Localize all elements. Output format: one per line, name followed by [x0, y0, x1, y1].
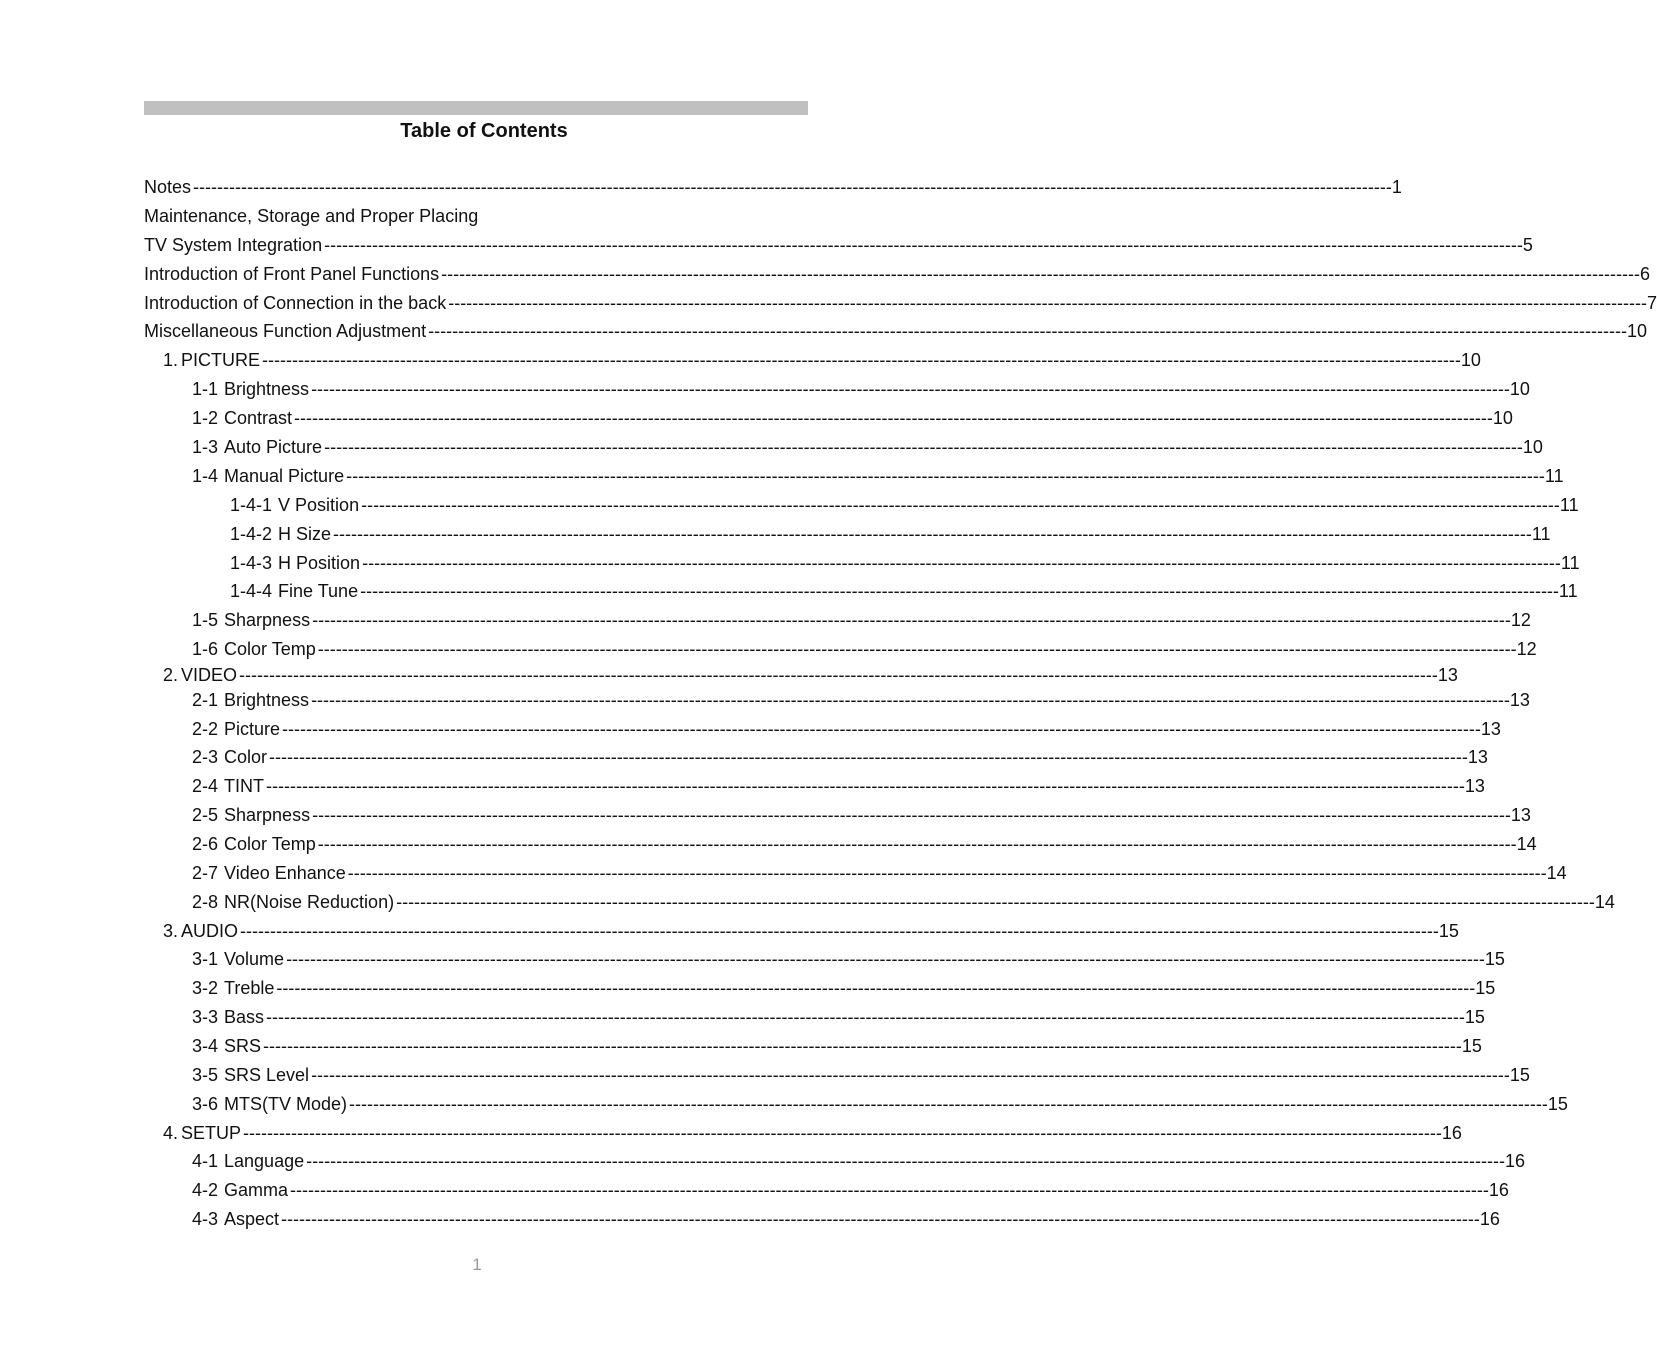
toc-entry[interactable]	[144, 318, 1648, 344]
toc-entry-label: TINT	[224, 776, 265, 796]
toc-entry-number: 2-5	[192, 805, 219, 825]
toc-entry[interactable]	[230, 550, 1580, 576]
toc-entry-page: 15	[1509, 1065, 1530, 1085]
toc-leader-dots: --------------------------------------------------------------------------------------------------------------------------------------------------------------------------------------------------------	[276, 978, 1476, 998]
toc-leader-dots: --------------------------------------------------------------------------------------------------------------------------------------------------------------------------------------------------------	[294, 408, 1493, 428]
toc-leader-dots: --------------------------------------------------------------------------------------------------------------------------------------------------------------------------------------------------------	[311, 1065, 1510, 1085]
toc-entry[interactable]	[192, 744, 1488, 770]
toc-leader-dots: --------------------------------------------------------------------------------------------------------------------------------------------------------------------------------------------------------	[312, 610, 1511, 630]
toc-leader-dots: --------------------------------------------------------------------------------------------------------------------------------------------------------------------------------------------------------	[281, 1209, 1480, 1229]
toc-entry-number: 3.	[163, 921, 179, 941]
toc-leader-dots: --------------------------------------------------------------------------------------------------------------------------------------------------------------------------------------------------------	[306, 1151, 1505, 1171]
toc-entry[interactable]	[192, 946, 1505, 972]
toc-leader-dots: --------------------------------------------------------------------------------------------------------------------------------------------------------------------------------------------------------	[428, 321, 1627, 341]
toc-entry-page: 16	[1504, 1151, 1525, 1171]
toc-entry-label: Aspect	[224, 1209, 280, 1229]
toc-entry-number: 3-5	[192, 1065, 219, 1085]
toc-entry-page: 16	[1479, 1209, 1500, 1229]
toc-entry[interactable]	[144, 232, 1533, 258]
toc-entry-number: 2-2	[192, 719, 219, 739]
toc-entry-label: Introduction of Connection in the back	[144, 293, 447, 313]
toc-entry[interactable]	[192, 975, 1496, 1001]
toc-entry-label: V Position	[278, 495, 360, 515]
toc-entry-page: 14	[1594, 892, 1615, 912]
toc-entry-number: 2-6	[192, 834, 219, 854]
toc-entry-label: Notes	[144, 177, 192, 197]
toc-leader-dots: --------------------------------------------------------------------------------------------------------------------------------------------------------------------------------------------------------	[361, 495, 1560, 515]
toc-leader-dots: --------------------------------------------------------------------------------------------------------------------------------------------------------------------------------------------------------	[282, 719, 1481, 739]
toc-entry[interactable]	[192, 1004, 1485, 1030]
toc-entry-page: 5	[1522, 235, 1533, 255]
toc-leader-dots: --------------------------------------------------------------------------------------------------------------------------------------------------------------------------------------------------------	[263, 1036, 1462, 1056]
toc-entry[interactable]	[192, 434, 1543, 460]
toc-entry-page: 15	[1547, 1094, 1568, 1114]
toc-entry[interactable]	[163, 1120, 1462, 1146]
toc-entry-number: 1.	[163, 350, 179, 370]
toc-entry-label: Color Temp	[224, 639, 316, 659]
toc-entry[interactable]	[192, 1148, 1525, 1174]
toc-entry-number: 2.	[163, 665, 179, 685]
toc-entry-number: 3-2	[192, 978, 219, 998]
toc-entry-label: MTS(TV Mode)	[224, 1094, 348, 1114]
toc-entry-number: 3-4	[192, 1036, 219, 1056]
toc-entry-label: Picture	[224, 719, 281, 739]
toc-leader-dots: --------------------------------------------------------------------------------------------------------------------------------------------------------------------------------------------------------	[311, 690, 1510, 710]
toc-entry-label: Video Enhance	[224, 863, 346, 883]
toc-leader-dots: --------------------------------------------------------------------------------------------------------------------------------------------------------------------------------------------------------	[396, 892, 1595, 912]
toc-entry-page: 11	[1558, 581, 1578, 601]
toc-entry-label: NR(Noise Reduction)	[224, 892, 395, 912]
toc-entry[interactable]	[192, 773, 1485, 799]
toc-entry[interactable]	[144, 174, 1402, 200]
toc-entry-label: Brightness	[224, 690, 310, 710]
toc-entry-number: 1-5	[192, 610, 219, 630]
toc-entry[interactable]	[192, 860, 1567, 886]
toc-entry-page: 13	[1437, 665, 1458, 685]
toc-entry-number: 3-1	[192, 949, 219, 969]
toc-entry[interactable]	[192, 1091, 1568, 1117]
toc-entry-page: 10	[1626, 321, 1648, 341]
toc-entry-page: 14	[1546, 863, 1567, 883]
toc-entry-page: 15	[1484, 949, 1505, 969]
toc-entry[interactable]	[192, 636, 1537, 662]
toc-leader-dots: --------------------------------------------------------------------------------------------------------------------------------------------------------------------------------------------------------	[349, 1094, 1548, 1114]
toc-entry[interactable]	[192, 802, 1531, 828]
toc-entry-number: 2-8	[192, 892, 219, 912]
toc-leader-dots: --------------------------------------------------------------------------------------------------------------------------------------------------------------------------------------------------------	[346, 466, 1545, 486]
toc-entry-label: Gamma	[224, 1180, 289, 1200]
toc-leader-dots: --------------------------------------------------------------------------------------------------------------------------------------------------------------------------------------------------------	[193, 177, 1392, 197]
toc-leader-dots: --------------------------------------------------------------------------------------------------------------------------------------------------------------------------------------------------------	[243, 1123, 1442, 1143]
toc-entry-number: 2-3	[192, 747, 219, 767]
toc-entry[interactable]	[144, 261, 1651, 287]
toc-entry-label: Contrast	[224, 408, 293, 428]
toc-leader-dots: --------------------------------------------------------------------------------------------------------------------------------------------------------------------------------------------------------	[240, 921, 1439, 941]
toc-leader-dots: --------------------------------------------------------------------------------------------------------------------------------------------------------------------------------------------------------	[347, 863, 1547, 883]
toc-entry-label: Sharpness	[224, 805, 311, 825]
toc-entry-number: 4.	[163, 1123, 179, 1143]
toc-entry-label: VIDEO	[181, 665, 238, 685]
header-rule	[144, 101, 808, 115]
toc-entry[interactable]	[192, 1062, 1530, 1088]
toc-entry-page: 13	[1480, 719, 1501, 739]
toc-entry-label: Bass	[224, 1007, 265, 1027]
toc-leader-dots: --------------------------------------------------------------------------------------------------------------------------------------------------------------------------------------------------------	[324, 437, 1523, 457]
toc-entry-number: 1-2	[192, 408, 219, 428]
toc-entry-number: 4-1	[192, 1151, 219, 1171]
toc-leader-dots: --------------------------------------------------------------------------------------------------------------------------------------------------------------------------------------------------------	[266, 776, 1465, 796]
toc-entry-number: 1-1	[192, 379, 219, 399]
toc-leader-dots: --------------------------------------------------------------------------------------------------------------------------------------------------------------------------------------------------------	[441, 264, 1640, 284]
toc-entry-page: 11	[1531, 524, 1551, 544]
toc-entry[interactable]	[163, 918, 1459, 944]
toc-entry-page: 11	[1544, 466, 1564, 486]
toc-entry-page: 15	[1464, 1007, 1485, 1027]
toc-leader-dots: --------------------------------------------------------------------------------------------------------------------------------------------------------------------------------------------------------	[266, 1007, 1465, 1027]
toc-entry[interactable]	[192, 716, 1501, 742]
toc-entry-page: 10	[1522, 437, 1543, 457]
toc-leader-dots: --------------------------------------------------------------------------------------------------------------------------------------------------------------------------------------------------------	[448, 293, 1648, 313]
toc-leader-dots: --------------------------------------------------------------------------------------------------------------------------------------------------------------------------------------------------------	[317, 834, 1517, 854]
page-number: 1	[472, 1255, 482, 1274]
toc-entry-label: AUDIO	[181, 921, 239, 941]
toc-entry[interactable]	[144, 203, 760, 229]
toc-entry-label: Auto Picture	[224, 437, 323, 457]
toc-entry-page: 11	[1560, 553, 1580, 573]
toc-entry[interactable]	[192, 376, 1530, 402]
toc-entry-label: Color	[224, 747, 268, 767]
toc-entry-number: 1-4-4	[230, 581, 273, 601]
toc-leader-dots: --------------------------------------------------------------------------------------------------------------------------------------------------------------------------------------------------------	[317, 639, 1517, 659]
toc-entry-page: 6	[1640, 264, 1651, 284]
toc-entry-page: 11	[1559, 495, 1579, 515]
page-title: Table of Contents	[400, 120, 568, 142]
toc-entry-page: 15	[1438, 921, 1459, 941]
toc-leader-dots: --------------------------------------------------------------------------------------------------------------------------------------------------------------------------------------------------------	[311, 379, 1510, 399]
toc-entry-number: 4-3	[192, 1209, 219, 1229]
toc-entry-page: 10	[1460, 350, 1481, 370]
toc-leader-dots: --------------------------------------------------------------------------------------------------------------------------------------------------------------------------------------------------------	[269, 747, 1468, 767]
toc-entry-number: 2-1	[192, 690, 219, 710]
toc-entry[interactable]	[230, 492, 1579, 518]
toc-leader-dots: --------------------------------------------------------------------------------------------------------------------------------------------------------------------------------------------------------	[333, 524, 1532, 544]
toc-entry[interactable]	[192, 1206, 1500, 1232]
toc-entry-number: 2-7	[192, 863, 219, 883]
toc-entry[interactable]	[192, 607, 1531, 633]
toc-entry-label: Volume	[224, 949, 285, 969]
toc-entry[interactable]	[192, 463, 1564, 489]
toc-leader-dots: --------------------------------------------------------------------------------------------------------------------------------------------------------------------------------------------------------	[324, 235, 1523, 255]
toc-entry-number: 1-3	[192, 437, 219, 457]
toc-entry-label: Treble	[224, 978, 275, 998]
toc-entry-label: Color Temp	[224, 834, 316, 854]
toc-entry-label: SRS Level	[224, 1065, 310, 1085]
toc-entry-page: 10	[1492, 408, 1513, 428]
toc-entry-label: Maintenance, Storage and Proper Placing	[144, 206, 479, 226]
toc-entry-number: 3-6	[192, 1094, 219, 1114]
toc-entry-page: 13	[1464, 776, 1485, 796]
toc-entry[interactable]	[230, 521, 1551, 547]
toc-entry[interactable]	[163, 662, 1458, 688]
toc-entry-label: Sharpness	[224, 610, 311, 630]
toc-entry-page: 16	[1441, 1123, 1462, 1143]
toc-entry-label: SETUP	[181, 1123, 242, 1143]
toc-entry-number: 1-6	[192, 639, 219, 659]
toc-entry-page: 15	[1461, 1036, 1482, 1056]
toc-leader-dots: --------------------------------------------------------------------------------------------------------------------------------------------------------------------------------------------------------	[362, 553, 1561, 573]
toc-entry-label: PICTURE	[181, 350, 261, 370]
toc-entry[interactable]	[144, 290, 1657, 316]
toc-entry-label: Manual Picture	[224, 466, 345, 486]
toc-entry-page: 15	[1475, 978, 1496, 998]
toc-entry[interactable]	[192, 405, 1513, 431]
toc-entry[interactable]	[192, 1177, 1509, 1203]
toc-leader-dots: --------------------------------------------------------------------------------------------------------------------------------------------------------------------------------------------------------	[239, 665, 1438, 685]
toc-leader-dots: --------------------------------------------------------------------------------------------------------------------------------------------------------------------------------------------------------	[290, 1180, 1489, 1200]
toc-entry-number: 1-4-1	[230, 495, 273, 515]
toc-entry-page: 10	[1509, 379, 1530, 399]
toc-entry-label: Fine Tune	[278, 581, 359, 601]
toc-entry-label: H Size	[278, 524, 332, 544]
toc-entry-label: Miscellaneous Function Adjustment	[144, 321, 427, 341]
toc-entry-number: 1-4-2	[230, 524, 273, 544]
toc-entry-number: 1-4-3	[230, 553, 273, 573]
toc-entry-number: 4-2	[192, 1180, 219, 1200]
toc-leader-dots: --------------------------------------------------------------------------------------------------------------------------------------------------------------------------------------------------------	[262, 350, 1461, 370]
toc-leader-dots: --------------------------------------------------------------------------------------------------------------------------------------------------------------------------------------------------------	[286, 949, 1485, 969]
toc-entry-page: 13	[1509, 690, 1530, 710]
toc-entry-label: Introduction of Front Panel Functions	[144, 264, 440, 284]
toc-entry-page: 14	[1516, 834, 1537, 854]
toc-entry[interactable]	[192, 889, 1615, 915]
toc-entry-number: 2-4	[192, 776, 219, 796]
toc-entry-page: 12	[1516, 639, 1537, 659]
toc-entry-label: TV System Integration	[144, 235, 323, 255]
toc-leader-dots: --------------------------------------------------------------------------------------------------------------------------------------------------------------------------------------------------------	[312, 805, 1511, 825]
toc-entry[interactable]	[192, 1033, 1482, 1059]
toc-entry-label: H Position	[278, 553, 361, 573]
toc-entry[interactable]	[192, 687, 1530, 713]
toc-entry-page: 13	[1510, 805, 1531, 825]
toc-entry-number: 1-4	[192, 466, 219, 486]
toc-entry-page: 7	[1647, 293, 1657, 313]
toc-entry[interactable]	[230, 578, 1578, 604]
toc-entry-page: 13	[1467, 747, 1488, 767]
toc-entry-page: 1	[1391, 177, 1402, 197]
toc-entry[interactable]	[192, 831, 1537, 857]
toc-entry-label: SRS	[224, 1036, 262, 1056]
toc-entry-number: 3-3	[192, 1007, 219, 1027]
toc-entry[interactable]	[163, 347, 1481, 373]
toc-entry-label: Brightness	[224, 379, 310, 399]
toc-leader-dots: --------------------------------------------------------------------------------------------------------------------------------------------------------------------------------------------------------	[360, 581, 1559, 601]
toc-entry-page: 12	[1510, 610, 1531, 630]
toc-entry-label: Language	[224, 1151, 305, 1171]
toc-entry-page: 16	[1488, 1180, 1509, 1200]
